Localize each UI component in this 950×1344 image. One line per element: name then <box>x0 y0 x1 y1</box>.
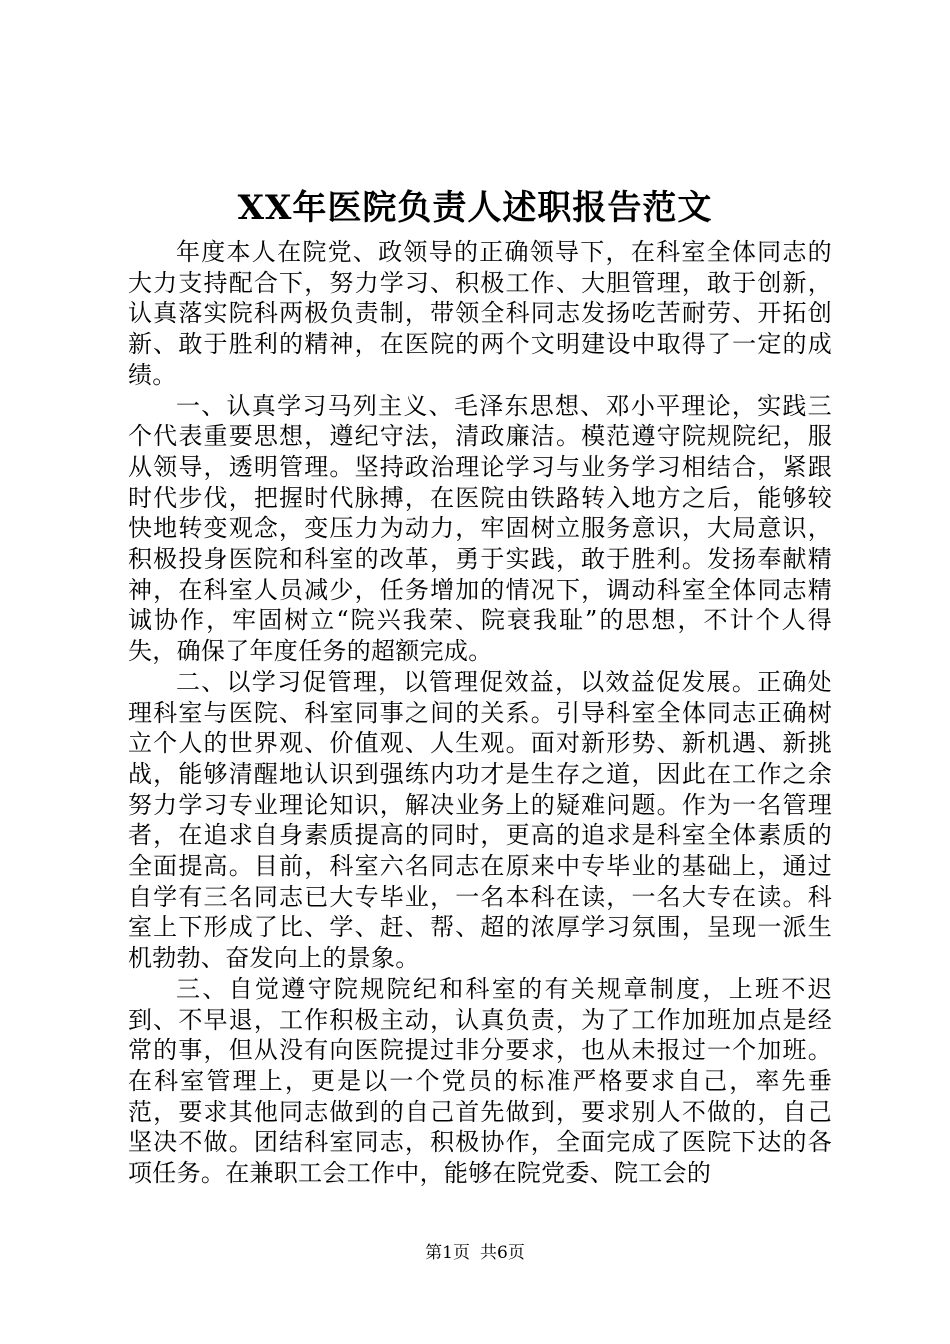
page-number: 第1页 <box>425 1243 470 1263</box>
paragraph-section-one: 一、认真学习马列主义、毛泽东思想、邓小平理论，实践三个代表重要思想，遵纪守法，清政廉洁。模范遵守院规院纪，服从领导，透明管理。坚持政治理论学习与业务学习相结合，紧跟时代步伐，把握时代脉搏，在医院由铁路转入地方之后，能够较快地转变观念，变压力为动力，牢固树立服务意识，大局意识，积极投身医院和科室的改革，勇于实践，敢于胜利。发扬奉献精神，在科室人员减少，任务增加的情况下，调动科室全体同志精诚协作，牢固树立“院兴我荣、院衰我耻”的思想，不计个人得失，确保了年度任务的超额完成。 <box>128 391 832 666</box>
page-footer <box>0 1242 950 1264</box>
paragraph-section-three: 三、自觉遵守院规院纪和科室的有关规章制度，上班不迟到、不早退，工作积极主动，认真负责，为了工作加班加点是经常的事，但从没有向医院提过非分要求，也从未报过一个加班。在科室管理上，更是以一个党员的标准严格要求自己，率先垂范，要求其他同志做到的自己首先做到，要求别人不做的，自己坚决不做。团结科室同志，积极协作，全面完成了医院下达的各项任务。在兼职工会工作中，能够在院党委、院工会的 <box>128 974 832 1188</box>
document-title: XX年医院负责人述职报告范文 <box>237 188 713 228</box>
paragraph-intro: 年度本人在院党、政领导的正确领导下，在科室全体同志的大力支持配合下，努力学习、积极工作、大胆管理，敢于创新，认真落实院科两极负责制，带领全科同志发扬吃苦耐劳、开拓创新、敢于胜利的精神，在医院的两个文明建设中取得了一定的成绩。 <box>128 238 832 389</box>
paragraph-section-two: 二、以学习促管理，以管理促效益，以效益促发展。正确处理科室与医院、科室同事之间的关系。引导科室全体同志正确树立个人的世界观、价值观、人生观。面对新形势、新机遇、新挑战，能够清醒地认识到强练内功才是生存之道，因此在工作之余努力学习专业理论知识，解决业务上的疑难问题。作为一名管理者，在追求自身素质提高的同时，更高的追求是科室全体素质的全面提高。目前，科室六名同志在原来中专毕业的基础上，通过自学有三名同志已大专毕业，一名本科在读，一名大专在读。科室上下形成了比、学、赶、帮、超的浓厚学习氛围，呈现一派生机勃勃、奋发向上的景象。 <box>128 667 832 973</box>
document-body <box>128 237 832 1189</box>
page-total: 共6页 <box>480 1243 525 1263</box>
